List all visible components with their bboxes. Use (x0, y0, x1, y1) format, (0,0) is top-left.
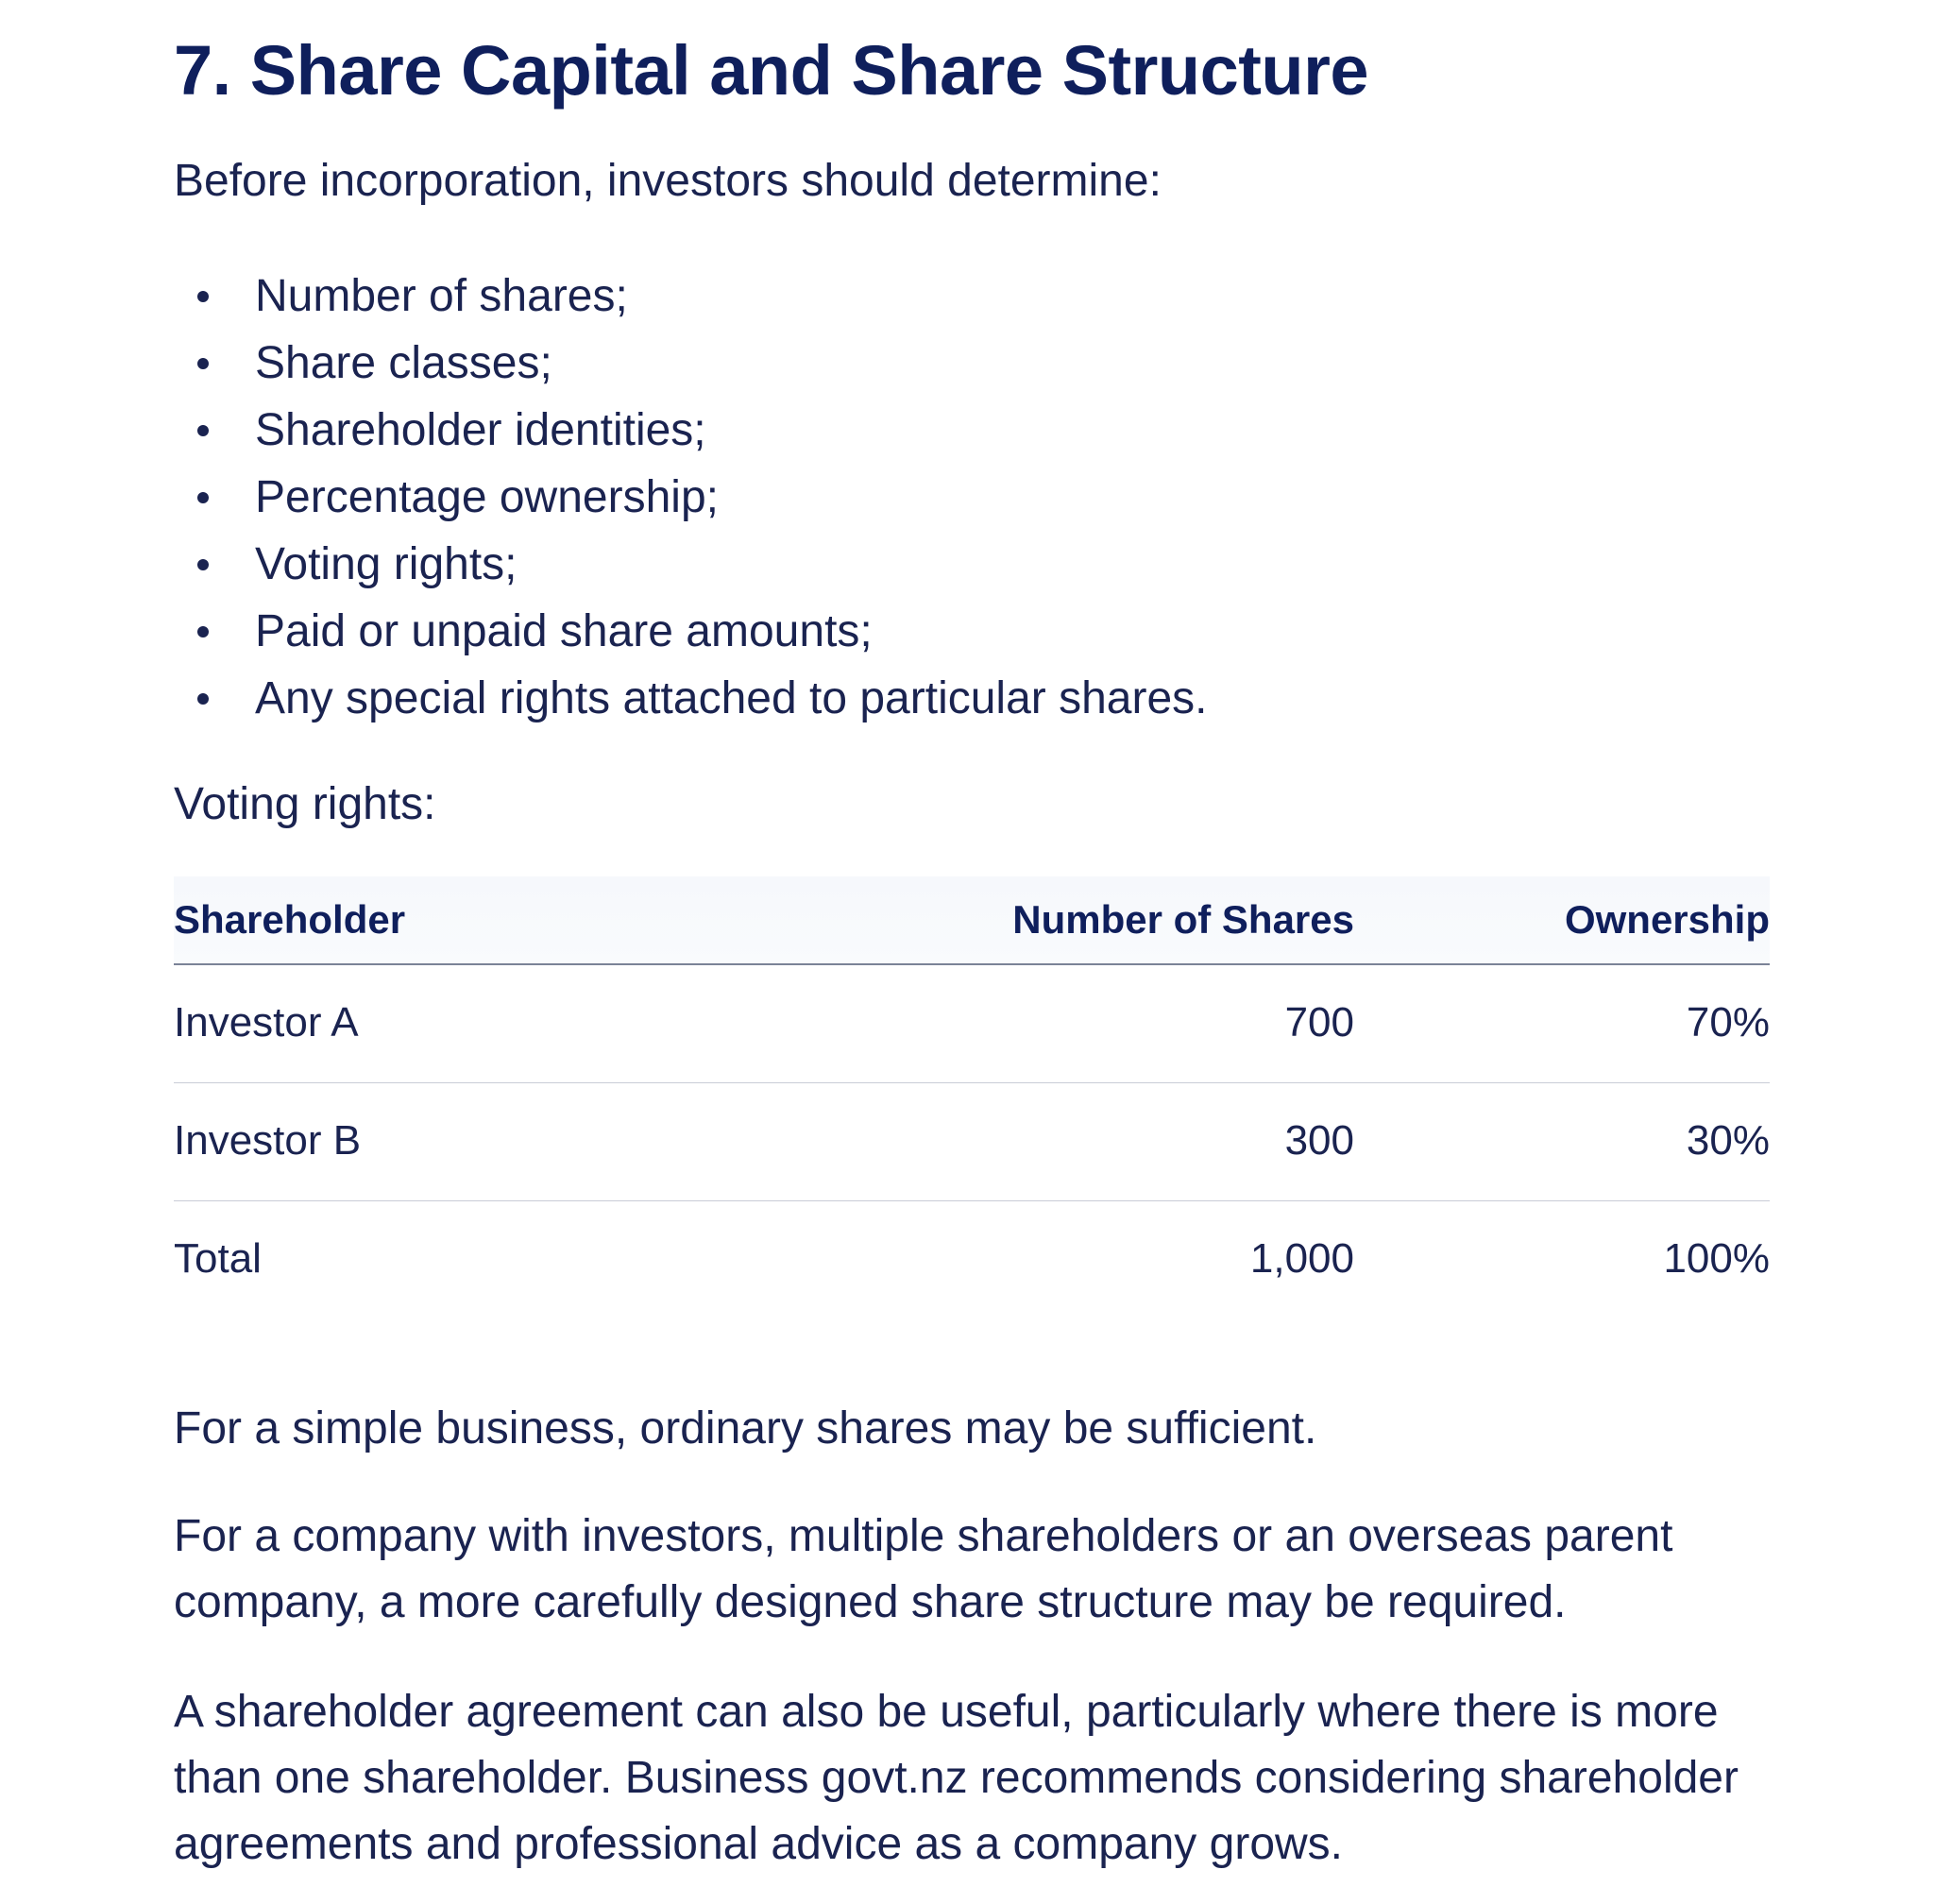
bullet-text: Any special rights attached to particular shares. (255, 673, 1208, 723)
bullet-text: Shareholder identities; (255, 405, 706, 455)
bullet-dot-icon (197, 425, 209, 436)
intro-text: Before incorporation, investors should determine: (174, 156, 1162, 206)
paragraph-line: A shareholder agreement can also be useful, particularly where there is more (174, 1687, 1719, 1737)
bullet-list (174, 263, 1208, 732)
cell-shares: 300 (1284, 1117, 1354, 1164)
bullet-item (174, 464, 1208, 531)
cell-shares: 1,000 (1249, 1235, 1354, 1282)
section-heading: 7. Share Capital and Share Structure (174, 31, 1369, 110)
bullet-dot-icon (197, 693, 209, 705)
table-header-row (174, 876, 1770, 965)
cell-ownership: 70% (1686, 999, 1770, 1046)
bullet-dot-icon (197, 358, 209, 369)
cell-shares: 700 (1284, 999, 1354, 1046)
bullet-item (174, 598, 1208, 665)
paragraph-simple-business (174, 1396, 1316, 1462)
cell-shareholder: Investor A (174, 999, 359, 1046)
bullet-dot-icon (197, 626, 209, 638)
table-row (174, 1083, 1770, 1201)
voting-rights-label: Voting rights: (174, 779, 436, 829)
paragraph-line: company, a more carefully designed share structure may be required. (174, 1577, 1567, 1627)
paragraph-line: than one shareholder. Business govt.nz recommends considering shareholder (174, 1753, 1739, 1803)
shareholder-table (174, 876, 1770, 1318)
header-shareholder: Shareholder (174, 897, 406, 942)
bullet-item (174, 665, 1208, 732)
bullet-item (174, 531, 1208, 598)
bullet-dot-icon (197, 492, 209, 503)
bullet-text: Percentage ownership; (255, 472, 719, 522)
bullet-item (174, 330, 1208, 397)
bullet-text: Voting rights; (255, 539, 517, 589)
bullet-text: Paid or unpaid share amounts; (255, 606, 873, 656)
bullet-dot-icon (197, 291, 209, 302)
bullet-item (174, 263, 1208, 330)
cell-shareholder: Investor B (174, 1117, 362, 1164)
bullet-text: Number of shares; (255, 271, 628, 321)
cell-ownership: 100% (1663, 1235, 1770, 1282)
cell-ownership: 30% (1686, 1117, 1770, 1164)
paragraph-line: For a company with investors, multiple shareholders or an overseas parent (174, 1511, 1673, 1561)
table-row (174, 965, 1770, 1083)
bullet-dot-icon (197, 559, 209, 570)
paragraph-investors (174, 1504, 1672, 1636)
header-number-of-shares: Number of Shares (1012, 897, 1354, 942)
table-row-total (174, 1201, 1770, 1318)
bullet-text: Share classes; (255, 338, 552, 388)
header-ownership: Ownership (1564, 897, 1770, 942)
cell-shareholder: Total (174, 1235, 262, 1282)
paragraph-shareholder-agreement (174, 1679, 1739, 1878)
bullet-item (174, 397, 1208, 464)
paragraph-line: For a simple business, ordinary shares may be sufficient. (174, 1403, 1317, 1454)
paragraph-line: agreements and professional advice as a company grows. (174, 1819, 1344, 1869)
